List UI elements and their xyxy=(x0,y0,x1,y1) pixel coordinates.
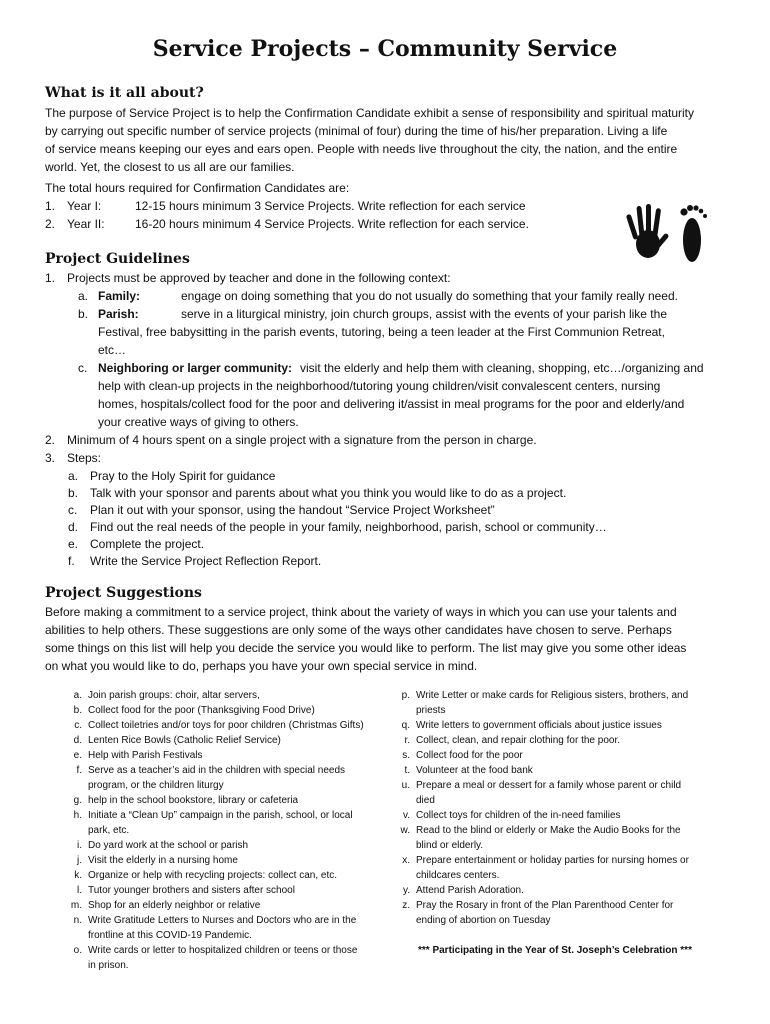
about-heading: What is it all about? xyxy=(45,85,204,101)
step-text: Write the Service Project Reflection Report. xyxy=(90,554,322,568)
context-parish: b. Parish: serve in a liturgical ministry, join church groups, assist with the events of your parish like the xyxy=(78,307,667,321)
suggestion-text: Prepare entertainment or holiday parties for nursing homes or xyxy=(416,855,689,866)
guideline-text: Minimum of 4 hours spent on a single project with a signature from the person in charge. xyxy=(67,433,537,447)
step-item xyxy=(68,552,322,570)
step-text: Complete the project. xyxy=(90,537,205,551)
suggestion-text: Join parish groups: choir, altar servers, xyxy=(88,690,260,701)
suggestions-line: Before making a commitment to a service project, think about the variety of ways in which you can use your talents and xyxy=(45,605,677,619)
suggestion-letter: t. xyxy=(404,765,410,776)
suggestion-item xyxy=(390,808,710,823)
suggestion-item xyxy=(62,853,382,868)
suggestion-item xyxy=(62,763,382,793)
suggestion-text: Pray the Rosary in front of the Plan Parenthood Center for xyxy=(416,900,674,911)
step-text: Plan it out with your sponsor, using the handout “Service Project Worksheet” xyxy=(90,503,495,517)
suggestion-letter: y. xyxy=(402,885,410,896)
context-text: help with clean-up projects in the neighborhood/tutoring young children/visit convalescent centers, nursing xyxy=(98,379,661,393)
suggestion-letter: k. xyxy=(74,870,82,881)
suggestion-letter: s. xyxy=(402,750,410,761)
suggestion-item xyxy=(62,898,382,913)
suggestion-text: priests xyxy=(416,705,446,716)
step-text: Find out the real needs of the people in your family, neighborhood, parish, school or community… xyxy=(90,520,607,534)
suggestion-item xyxy=(390,883,710,898)
hours-text: 12-15 hours minimum 3 Service Projects. Write reflection for each service xyxy=(135,199,526,213)
guideline-item xyxy=(45,269,451,287)
suggestion-letter: w. xyxy=(400,825,410,836)
hours-year: Year I: xyxy=(67,199,102,213)
suggestion-letter: e. xyxy=(73,750,82,761)
suggestion-letter: z. xyxy=(402,900,410,911)
context-label: Family: xyxy=(98,289,141,303)
suggestion-text: Volunteer at the food bank xyxy=(416,765,533,776)
step-text: Talk with your sponsor and parents about what you think you would like to do as a project. xyxy=(90,486,567,500)
suggestion-text: died xyxy=(416,795,435,806)
suggestion-text: Write letters to government officials about justice issues xyxy=(416,720,662,731)
suggestion-letter: h. xyxy=(73,810,82,821)
suggestion-letter: i. xyxy=(77,840,82,851)
suggestion-text: Collect toiletries and/or toys for poor children (Christmas Gifts) xyxy=(88,720,364,731)
guideline-num: 1. xyxy=(45,271,56,285)
step-item xyxy=(68,467,276,485)
suggestion-text: program, or the children liturgy xyxy=(88,780,224,791)
step-item xyxy=(68,484,567,502)
hours-year: Year II: xyxy=(67,217,105,231)
suggestion-letter: f. xyxy=(76,765,82,776)
about-line: The purpose of Service Project is to help the Confirmation Candidate exhibit a sense of responsibility and spiritual maturity xyxy=(45,106,695,120)
guideline-text: Projects must be approved by teacher and done in the following context: xyxy=(67,271,451,285)
suggestion-letter: g. xyxy=(73,795,82,806)
handprint-footprint-image xyxy=(622,198,722,268)
suggestion-letter: c. xyxy=(74,720,82,731)
suggestion-item xyxy=(62,883,382,898)
step-item xyxy=(68,518,607,536)
suggestion-text: Read to the blind or elderly or Make the Audio Books for the xyxy=(416,825,681,836)
page-title: Service Projects – Community Service xyxy=(152,36,618,62)
suggestion-item xyxy=(390,853,710,883)
suggestion-text: Do yard work at the school or parish xyxy=(88,840,249,851)
suggestions-paragraph xyxy=(45,603,727,675)
hours-item xyxy=(45,197,605,215)
suggestion-letter: q. xyxy=(401,720,410,731)
suggestion-text: Write cards or letter to hospitalized children or teens or those xyxy=(88,945,358,956)
suggestion-item xyxy=(390,778,710,808)
suggestion-text: Prepare a meal or dessert for a family whose parent or child xyxy=(416,780,682,791)
suggestion-item xyxy=(62,943,382,973)
suggestion-text: frontline at this COVID-19 Pandemic. xyxy=(88,930,252,941)
context-text: visit the elderly and help them with cleaning, shopping, etc…/organizing and xyxy=(300,361,704,375)
suggestion-text: Help with Parish Festivals xyxy=(88,750,203,761)
celebration-note: *** Participating in the Year of St. Joseph’s Celebration *** xyxy=(418,945,692,956)
suggestion-letter: d. xyxy=(73,735,82,746)
suggestion-text: Visit the elderly in a nursing home xyxy=(88,855,238,866)
suggestion-letter: b. xyxy=(73,705,82,716)
suggestion-text: park, etc. xyxy=(88,825,130,836)
step-text: Pray to the Holy Spirit for guidance xyxy=(90,469,276,483)
context-text: serve in a liturgical ministry, join church groups, assist with the events of your parish like the xyxy=(181,307,667,321)
suggestion-item xyxy=(390,823,710,853)
context-text: Festival, free babysitting in the parish events, tutoring, being a teen leader at the First Communion Retreat, xyxy=(98,325,665,339)
suggestion-item xyxy=(390,718,710,733)
step-letter: a. xyxy=(68,469,79,483)
suggestion-letter: l. xyxy=(77,885,82,896)
suggestion-text: Lenten Rice Bowls (Catholic Relief Service) xyxy=(88,735,281,746)
step-letter: c. xyxy=(68,503,78,517)
suggestions-heading: Project Suggestions xyxy=(45,585,202,601)
suggestion-text: Write Letter or make cards for Religious sisters, brothers, and xyxy=(416,690,689,701)
hours-text: 16-20 hours minimum 4 Service Projects. Write reflection for each service. xyxy=(135,217,529,231)
context-community: c. Neighboring or larger community: visit the elderly and help them with cleaning, shopping, etc…/organizing and xyxy=(78,361,704,375)
suggestion-item xyxy=(62,913,382,943)
context-family: a. Family: engage on doing something that you do not usually do something that your family really need. xyxy=(78,289,678,303)
about-line: by carrying out specific number of service projects (minimal of four) during the time of his/her preparation. Living a life xyxy=(45,124,668,138)
suggestion-item xyxy=(62,688,382,703)
suggestion-text: childcares centers. xyxy=(416,870,500,881)
suggestion-text: ending of abortion on Tuesday xyxy=(416,915,551,926)
suggestion-letter: n. xyxy=(73,915,82,926)
suggestion-item xyxy=(390,688,710,718)
guideline-text: Steps: xyxy=(67,451,102,465)
suggestions-line: abilities to help others. These suggestions are only some of the ways other candidates have chosen to serve. Perhaps xyxy=(45,623,672,637)
suggestion-text: help in the school bookstore, library or cafeteria xyxy=(88,795,299,806)
suggestion-text: in prison. xyxy=(88,960,129,971)
context-label: Neighboring or larger community: xyxy=(98,361,293,375)
suggestion-letter: p. xyxy=(401,690,410,701)
context-text: engage on doing something that you do not usually do something that your family really need. xyxy=(181,289,678,303)
suggestion-text: Collect food for the poor xyxy=(416,750,523,761)
suggestion-text: Initiate a “Clean Up” campaign in the parish, school, or local xyxy=(88,810,353,821)
suggestions-line: on what you would like to do, perhaps you have your own special service in mind. xyxy=(45,659,478,673)
suggestion-text: Attend Parish Adoration. xyxy=(416,885,524,896)
guidelines-heading: Project Guidelines xyxy=(45,251,190,267)
suggestions-line: some things on this list will help you decide the service you would like to perform. The list may give you some other ideas xyxy=(45,641,687,655)
hours-intro: The total hours required for Confirmation Candidates are: xyxy=(45,181,350,195)
step-letter: d. xyxy=(68,520,79,534)
context-text: etc… xyxy=(98,343,127,357)
context-text: your creative ways of giving to others. xyxy=(98,415,299,429)
step-item xyxy=(68,501,495,519)
suggestion-text: Collect toys for children of the in-need families xyxy=(416,810,621,821)
suggestion-item xyxy=(62,793,382,808)
suggestion-item xyxy=(390,763,710,778)
step-letter: e. xyxy=(68,537,79,551)
about-line: world. Yet, the closest to us all are our families. xyxy=(45,160,295,174)
suggestion-letter: j. xyxy=(77,855,82,866)
suggestion-text: Serve as a teacher’s aid in the children with special needs xyxy=(88,765,346,776)
suggestion-letter: a. xyxy=(73,690,82,701)
context-label: Parish: xyxy=(98,307,139,321)
step-letter: f. xyxy=(68,554,75,568)
suggestion-item xyxy=(62,718,382,733)
guideline-item: 3. Steps: xyxy=(45,451,102,465)
suggestion-text: Tutor younger brothers and sisters after school xyxy=(88,885,295,896)
suggestion-letter: v. xyxy=(402,810,410,821)
suggestion-item xyxy=(62,703,382,718)
suggestion-text: Write Gratitude Letters to Nurses and Doctors who are in the xyxy=(88,915,357,926)
about-paragraph xyxy=(45,104,727,176)
suggestion-item xyxy=(62,748,382,763)
suggestion-item xyxy=(62,838,382,853)
suggestion-text: Shop for an elderly neighbor or relative xyxy=(88,900,261,911)
step-item xyxy=(68,535,205,553)
suggestion-text: Organize or help with recycling projects: collect can, etc. xyxy=(88,870,337,881)
about-line: of service means keeping our eyes and ears open. People with needs live throughout the city, the nation, and the entire xyxy=(45,142,678,156)
hours-num: 2. xyxy=(45,217,56,231)
suggestion-text: Collect food for the poor (Thanksgiving Food Drive) xyxy=(88,705,315,716)
suggestion-letter: x. xyxy=(402,855,410,866)
suggestion-item xyxy=(62,808,382,838)
suggestion-text: Collect, clean, and repair clothing for the poor. xyxy=(416,735,621,746)
suggestion-letter: u. xyxy=(401,780,410,791)
hours-num: 1. xyxy=(45,199,56,213)
suggestion-letter: o. xyxy=(73,945,82,956)
suggestion-text: blind or elderly. xyxy=(416,840,484,851)
suggestion-item xyxy=(390,733,710,748)
guideline-item: 2. Minimum of 4 hours spent on a single project with a signature from the person in charge. xyxy=(45,433,537,447)
suggestion-item xyxy=(390,898,710,928)
suggestion-letter: r. xyxy=(404,735,410,746)
hours-item xyxy=(45,215,605,233)
suggestion-letter: m. xyxy=(70,900,82,911)
context-text: homes, hospitals/collect food for the poor and delivering it/assist in meal programs for the poor and elderly/and xyxy=(98,397,685,411)
suggestion-item xyxy=(390,748,710,763)
suggestion-item xyxy=(62,868,382,883)
suggestion-item xyxy=(62,733,382,748)
step-letter: b. xyxy=(68,486,79,500)
